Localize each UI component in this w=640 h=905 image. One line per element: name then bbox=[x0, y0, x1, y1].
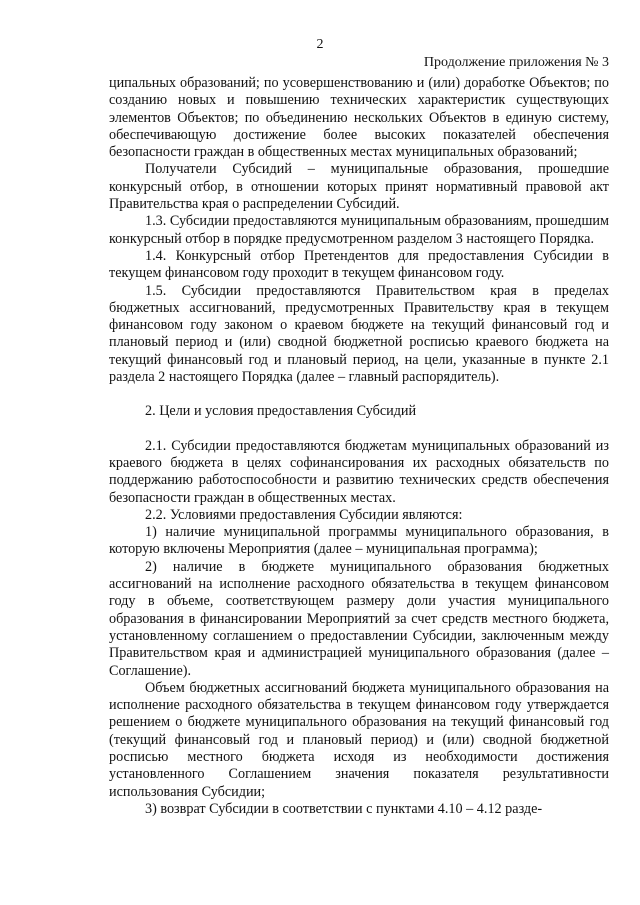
paragraph-2-1: 2.1. Субсидии предоставляются бюджетам муниципальных образований из краевого бюджета в целях софинансирования их расходных обязательств по поддержанию работоспособности и развитию технических средств обеспечения безопасности граждан в общественных местах. bbox=[109, 437, 609, 506]
paragraph-1-3: 1.3. Субсидии предоставляются муниципальным образованиям, прошедшим конкурсный отбор в порядке предусмотренном разделом 3 настоящего Порядка. bbox=[109, 213, 609, 247]
paragraph-condition-1: 1) наличие муниципальной программы муниципального образования, в которую включены Мероприятия (далее – муниципальная программа); bbox=[109, 524, 609, 558]
paragraph-budget-volume: Объем бюджетных ассигнований бюджета муниципального образования на исполнение расходного обязательства в текущем финансовом году утверждается решением о бюджете муниципального образования на текущий финансовый год (текущий финансовый год и плановый период) и (или) сводной бюджетной росписью местного бюджета исходя из необходимости достижения установленного Соглашением значения показателя результативности использования Субсидии; bbox=[109, 679, 609, 800]
paragraph-1-5: 1.5. Субсидии предоставляются Правительством края в пределах бюджетных ассигнований, предусмотренных Правительству края в текущем финансовом году законом о краевом бюджете на текущий финансовый год и плановый период и (или) сводной бюджетной росписью краевого бюджета на текущий финансовый год и плановый период, на цели, указанные в пункте 2.1 раздела 2 настоящего Порядка (далее – главный распорядитель). bbox=[109, 282, 609, 386]
paragraph-objects-list: ципальных образований; по усовершенствованию и (или) доработке Объектов; по созданию новых и повышению технических характеристик существующих элементов Объектов; по объединению нескольких Объектов в единую систему, обеспечивающую достижение более высоких показателей обеспечения безопасности граждан в общественных местах муниципальных образований; bbox=[109, 75, 609, 161]
document-body bbox=[109, 75, 609, 818]
section-heading: 2. Цели и условия предоставления Субсидий bbox=[145, 403, 417, 420]
appendix-note: Продолжение приложения № 3 bbox=[423, 55, 609, 70]
paragraph-condition-3: 3) возврат Субсидии в соответствии с пунктами 4.10 – 4.12 разде- bbox=[145, 800, 543, 817]
paragraph-condition-2: 2) наличие в бюджете муниципального образования бюджетных ассигнований на исполнение расходного обязательства в текущем финансовом году в объеме, соответствующем размеру доли участия муниципального образования в финансировании Мероприятий за счет средств местного бюджета, установленному соглашением о предоставлении Субсидии, заключенным между Правительством края и администрацией муниципального образования (далее – Соглашение). bbox=[109, 558, 609, 679]
paragraph-1-4: 1.4. Конкурсный отбор Претендентов для предоставления Субсидии в текущем финансовом году проходит в текущем финансовом году. bbox=[109, 247, 609, 282]
paragraph-recipients-definition: Получатели Субсидий – муниципальные образования, прошедшие конкурсный отбор, в отношении которых принят нормативный правовой акт Правительства края о распределении Субсидий. bbox=[109, 161, 609, 213]
paragraph-2-2: 2.2. Условиями предоставления Субсидии являются: bbox=[145, 506, 463, 523]
page-number: 2 bbox=[316, 37, 324, 52]
